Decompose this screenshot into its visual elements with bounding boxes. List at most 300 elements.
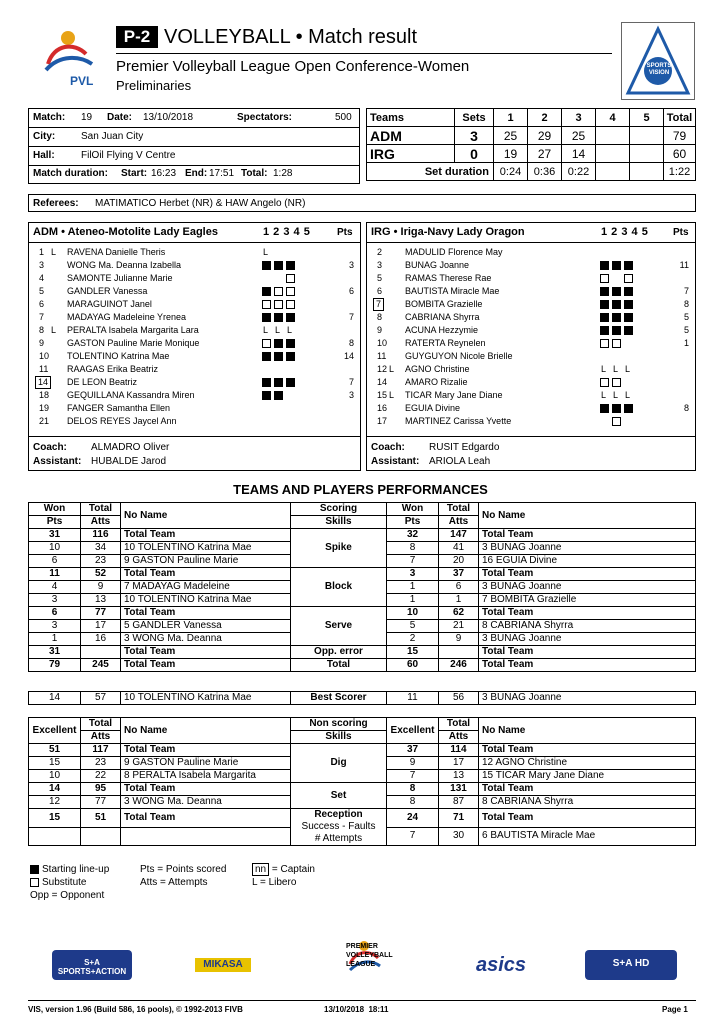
player-points: 3	[348, 260, 354, 270]
player-number: 12	[377, 364, 388, 374]
scoring-skills-table	[28, 502, 696, 672]
h-noname: No Name	[479, 503, 696, 529]
player-name: 3 WONG Ma. Deanna	[121, 633, 291, 646]
team-a-roster	[28, 222, 361, 471]
team-b-player-row	[367, 376, 695, 389]
legend-starting-text: Starting line-up	[42, 864, 110, 875]
player-number: 14	[35, 376, 51, 389]
player-name: 3 BUNAG Joanne	[479, 633, 696, 646]
starting-square-icon	[262, 287, 271, 296]
team-a-player-row	[29, 337, 360, 350]
best-scorer-table	[28, 691, 696, 705]
filled-square-icon	[30, 865, 39, 874]
spectators-value: 500	[335, 112, 352, 123]
won-value: 11	[29, 568, 81, 581]
player-name: 8 CABRIANA Shyrra	[479, 620, 696, 633]
score-set4	[596, 145, 630, 163]
substitute-square-icon	[286, 274, 295, 283]
team-a-sets-header: 1 2 3 4 5	[263, 226, 310, 238]
atts-value: 41	[439, 542, 479, 555]
scoreboard	[366, 108, 696, 181]
won-value: 6	[29, 607, 81, 620]
won-value: 37	[387, 744, 439, 757]
start-label: Start:	[121, 168, 148, 179]
h-skills: Skills	[291, 731, 387, 744]
team-b-player-row	[367, 246, 695, 259]
team-b-player-row	[367, 272, 695, 285]
won-value: 7	[387, 555, 439, 568]
player-name: 16 EGUIA Divine	[479, 555, 696, 568]
starting-square-icon	[600, 261, 609, 270]
team-b-player-row	[367, 415, 695, 428]
starting-square-icon	[274, 313, 283, 322]
player-number: 11	[377, 351, 387, 361]
player-points: 8	[683, 299, 689, 309]
won-value: 9	[387, 757, 439, 770]
skill-name	[291, 568, 387, 607]
perf-row	[29, 783, 696, 796]
match-date: 13/10/2018	[143, 112, 194, 123]
legend-captain-text: = Captain	[271, 864, 315, 875]
team-b-player-row	[367, 402, 695, 415]
atts-value: 147	[439, 529, 479, 542]
score-h-set2: 2	[528, 109, 562, 127]
player-name: SAMONTE Julianne Marie	[67, 273, 173, 283]
h-skill-group: Non scoring	[291, 718, 387, 731]
atts-value: 13	[439, 770, 479, 783]
h-skill-group: Scoring	[291, 503, 387, 516]
player-number: 9	[377, 325, 383, 335]
match-label: Match:	[33, 112, 66, 123]
player-number: 3	[39, 260, 45, 270]
player-name: 10 TOLENTINO Katrina Mae	[121, 692, 291, 705]
legend-atts: Atts = Attempts	[140, 877, 208, 888]
player-name: 3 BUNAG Joanne	[479, 581, 696, 594]
team-a-player-row	[29, 324, 360, 337]
skill-label: Total	[326, 659, 351, 670]
player-number: 4	[39, 273, 45, 283]
starting-square-icon	[600, 313, 609, 322]
starting-square-icon	[624, 261, 633, 270]
won-value: 24	[387, 809, 439, 828]
atts-value: 116	[81, 529, 121, 542]
team-b-roster	[366, 222, 696, 471]
player-name: Total Team	[479, 646, 696, 659]
atts-value: 51	[81, 809, 121, 828]
skill-label: Dig	[330, 757, 347, 768]
player-name: Total Team	[121, 659, 291, 672]
skill-label: Serve	[324, 620, 353, 631]
perf-header-row	[29, 503, 696, 516]
player-points: 1	[683, 338, 689, 348]
player-name: Total Team	[479, 809, 696, 828]
h-noname: No Name	[479, 718, 696, 744]
performances-heading: TEAMS AND PLAYERS PERFORMANCES	[233, 482, 488, 497]
player-name: WONG Ma. Deanna Izabella	[67, 260, 182, 270]
team-a-player-row	[29, 246, 360, 259]
team-a-coach: ALMADRO Oliver	[91, 442, 170, 453]
libero-marker: L	[389, 390, 395, 400]
atts-value: 17	[439, 757, 479, 770]
player-name: RATERTA Reynelen	[405, 338, 486, 348]
atts-value	[81, 646, 121, 659]
player-name: 12 AGNO Christine	[479, 757, 696, 770]
team-a-player-row	[29, 363, 360, 376]
sponsor-sa-hd-text: S+A HD	[612, 958, 650, 969]
sponsor-pvl-text: PREMIER VOLLEYBALL LEAGUE	[346, 943, 393, 968]
atts-value: 87	[439, 796, 479, 809]
sponsor-pvl-logo	[328, 938, 402, 1008]
player-name: FANGER Samantha Ellen	[67, 403, 171, 413]
won-value: 32	[387, 529, 439, 542]
skill-label: Set	[330, 789, 347, 801]
team-b-player-row	[367, 337, 695, 350]
atts-value: 117	[81, 744, 121, 757]
atts-value: 23	[81, 555, 121, 568]
sports-vision-logo	[621, 22, 695, 100]
team-b-player-list	[367, 246, 695, 428]
player-name: BAUTISTA Miracle Mae	[405, 286, 500, 296]
player-name: 3 BUNAG Joanne	[479, 692, 696, 705]
won-value: 15	[29, 757, 81, 770]
player-name: TICAR Mary Jane Diane	[405, 390, 503, 400]
h-noname: No Name	[121, 503, 291, 529]
won-value: 79	[29, 659, 81, 672]
skill-name	[291, 659, 387, 672]
phase-name: Preliminaries	[116, 78, 192, 93]
score-sets: 0	[455, 145, 494, 163]
skill-label: Opp. error	[314, 646, 363, 657]
starting-square-icon	[274, 352, 283, 361]
set-duration-2: 0:36	[528, 163, 562, 181]
won-value: 10	[29, 542, 81, 555]
starting-square-icon	[286, 313, 295, 322]
player-name: GEQUILLANA Kassandra Miren	[67, 390, 195, 400]
player-name: BOMBITA Grazielle	[405, 299, 483, 309]
player-name: EGUIA Divine	[405, 403, 461, 413]
end-time: 17:51	[209, 168, 235, 179]
player-name: Total Team	[121, 529, 291, 542]
starting-square-icon	[612, 300, 621, 309]
best-scorer-label: Best Scorer	[291, 692, 387, 705]
player-number: 3	[377, 260, 383, 270]
skill-sublabel: # Attempts	[314, 833, 363, 844]
footer-version: VIS, version 1.96 (Build 586, 16 pools), © 1992-2013 FIVB	[28, 1005, 243, 1014]
page-title: VOLLEYBALL • Match result	[164, 26, 418, 48]
player-number: 9	[39, 338, 45, 348]
player-name: 5 GANDLER Vanessa	[121, 620, 291, 633]
score-h-set4: 4	[596, 109, 630, 127]
player-name: Total Team	[121, 809, 291, 828]
player-number: 10	[377, 338, 388, 348]
team-b-player-row	[367, 298, 695, 311]
player-number: 6	[39, 299, 45, 309]
player-number: 14	[377, 377, 388, 387]
substitute-square-icon	[600, 274, 609, 283]
substitute-square-icon	[262, 339, 271, 348]
won-value: 31	[29, 646, 81, 659]
score-set3: 25	[562, 127, 596, 145]
h-total: Total	[81, 718, 121, 731]
set-duration-1: 0:24	[494, 163, 528, 181]
atts-value: 6	[439, 581, 479, 594]
substitute-square-icon	[286, 287, 295, 296]
set-duration-5	[630, 163, 664, 181]
won-value: 1	[387, 594, 439, 607]
team-b-player-row	[367, 259, 695, 272]
score-set5	[630, 127, 664, 145]
won-value: 1	[29, 633, 81, 646]
won-value: 51	[29, 744, 81, 757]
won-value: 12	[29, 796, 81, 809]
player-name: MADULID Florence May	[405, 247, 503, 257]
team-a-pts-header: Pts	[337, 227, 353, 238]
sponsor-sa-text: S+A SPORTS+ACTION	[57, 958, 127, 976]
team-a-player-row	[29, 350, 360, 363]
player-number: 2	[377, 247, 383, 257]
won-value: 14	[29, 692, 81, 705]
won-value: 3	[29, 594, 81, 607]
perf-row	[29, 529, 696, 542]
team-b-assistant: ARIOLA Leah	[429, 456, 491, 467]
atts-value: 245	[81, 659, 121, 672]
player-name: 7 MADAYAG Madeleine	[121, 581, 291, 594]
player-name: MARTINEZ Carissa Yvette	[405, 416, 512, 426]
h-skills: Skills	[291, 516, 387, 529]
won-value: 11	[387, 692, 439, 705]
city-label: City:	[33, 131, 56, 142]
team-b-player-row	[367, 324, 695, 337]
score-set2: 27	[528, 145, 562, 163]
h-won: Won	[387, 503, 439, 516]
starting-square-icon	[612, 287, 621, 296]
atts-value: 114	[439, 744, 479, 757]
team-a-player-row	[29, 389, 360, 402]
hall-label: Hall:	[33, 150, 55, 161]
player-name: Total Team	[121, 607, 291, 620]
player-name: 10 TOLENTINO Katrina Mae	[121, 594, 291, 607]
score-team: IRG	[367, 145, 455, 163]
player-name: MADAYAG Madeleine Yrenea	[67, 312, 187, 322]
starting-square-icon	[274, 378, 283, 387]
won-value: 8	[387, 783, 439, 796]
player-name: RAMAS Therese Rae	[405, 273, 492, 283]
player-name: AMARO Rizalie	[405, 377, 468, 387]
won-value: 5	[387, 620, 439, 633]
team-a-player-row	[29, 272, 360, 285]
atts-value: 95	[81, 783, 121, 796]
libero-set-marker: L	[625, 390, 631, 400]
player-name: GANDLER Vanessa	[67, 286, 148, 296]
player-name: RAVENA Danielle Theris	[67, 247, 166, 257]
team-a-title: ADM • Ateneo-Motolite Lady Eagles	[33, 226, 218, 238]
starting-square-icon	[612, 313, 621, 322]
atts-value: 22	[81, 770, 121, 783]
footer-page: Page 1	[662, 1005, 688, 1014]
won-value: 10	[29, 770, 81, 783]
won-value	[29, 827, 81, 846]
won-value: 15	[29, 809, 81, 828]
skill-name	[291, 783, 387, 809]
skill-sublabel: Success - Faults	[301, 821, 376, 832]
atts-value: 13	[81, 594, 121, 607]
atts-value: 131	[439, 783, 479, 796]
starting-square-icon	[624, 313, 633, 322]
perf-header-row	[29, 718, 696, 731]
set-duration-total: 1:22	[664, 163, 696, 181]
empty-square-icon	[30, 878, 39, 887]
atts-value: 16	[81, 633, 121, 646]
player-name: Total Team	[121, 568, 291, 581]
starting-square-icon	[624, 404, 633, 413]
date-label: Date:	[107, 112, 133, 123]
libero-set-marker: L	[613, 364, 619, 374]
skill-label: Spike	[325, 542, 352, 553]
starting-square-icon	[600, 326, 609, 335]
starting-square-icon	[612, 404, 621, 413]
team-a-player-row	[29, 259, 360, 272]
player-points: 14	[343, 351, 354, 361]
match-number: 19	[81, 112, 93, 123]
skill-name	[291, 607, 387, 646]
atts-value: 1	[439, 594, 479, 607]
won-value: 2	[387, 633, 439, 646]
atts-value: 56	[439, 692, 479, 705]
substitute-square-icon	[274, 300, 283, 309]
atts-value: 21	[439, 620, 479, 633]
player-name: 9 GASTON Pauline Marie	[121, 555, 291, 568]
player-name: CABRIANA Shyrra	[405, 312, 480, 322]
h-pts: Pts	[29, 516, 81, 529]
legend-captain	[252, 864, 315, 876]
score-set1: 19	[494, 145, 528, 163]
player-name: MARAGUINOT Janel	[67, 299, 152, 309]
footer-timestamp: 13/10/2018 18:11	[324, 1005, 389, 1014]
starting-square-icon	[274, 261, 283, 270]
skill-name	[291, 744, 387, 783]
score-set4	[596, 127, 630, 145]
starting-square-icon	[624, 326, 633, 335]
perf-row	[29, 568, 696, 581]
team-b-player-row	[367, 350, 695, 363]
player-points: 7	[683, 286, 689, 296]
player-name: 9 GASTON Pauline Marie	[121, 757, 291, 770]
player-name: RAAGAS Erika Beatriz	[67, 364, 159, 374]
atts-value	[439, 646, 479, 659]
sponsor-mikasa-logo: MIKASA	[195, 958, 251, 972]
legend-opp: Opp = Opponent	[30, 890, 105, 901]
player-number: 19	[39, 403, 50, 413]
atts-value: 62	[439, 607, 479, 620]
player-number: 10	[39, 351, 50, 361]
player-name: Total Team	[121, 646, 291, 659]
won-value: 60	[387, 659, 439, 672]
player-number: 8	[39, 325, 45, 335]
team-a-assistant: HUBALDE Jarod	[91, 456, 167, 467]
substitute-square-icon	[600, 339, 609, 348]
player-name: 15 TICAR Mary Jane Diane	[479, 770, 696, 783]
player-name: Total Team	[479, 568, 696, 581]
team-b-sets-header: 1 2 3 4 5	[601, 226, 648, 238]
h-excellent: Excellent	[387, 718, 439, 744]
won-value: 15	[387, 646, 439, 659]
player-points: 7	[348, 312, 354, 322]
won-value: 3	[387, 568, 439, 581]
team-b-coach: RUSIT Edgardo	[429, 442, 500, 453]
player-name: 3 WONG Ma. Deanna	[121, 796, 291, 809]
referees-label: Referees:	[33, 198, 79, 209]
perf-row	[29, 809, 696, 828]
legend-pts: Pts = Points scored	[140, 864, 227, 875]
atts-value: 77	[81, 796, 121, 809]
atts-value	[81, 827, 121, 846]
start-time: 16:23	[151, 168, 177, 179]
substitute-square-icon	[274, 287, 283, 296]
player-name: Total Team	[121, 744, 291, 757]
player-name: 6 BAUTISTA Miracle Mae	[479, 827, 696, 846]
perf-row	[29, 659, 696, 672]
atts-value: 23	[81, 757, 121, 770]
libero-set-marker: L	[601, 390, 607, 400]
atts-value: 37	[439, 568, 479, 581]
score-sets: 3	[455, 127, 494, 145]
starting-square-icon	[286, 352, 295, 361]
player-number: 15	[377, 390, 388, 400]
player-number: 8	[377, 312, 383, 322]
perf-row	[29, 646, 696, 659]
player-name: DELOS REYES Jaycel Ann	[67, 416, 177, 426]
player-number: 18	[39, 390, 50, 400]
team-b-player-row	[367, 363, 695, 376]
team-a-player-row	[29, 311, 360, 324]
player-name: Total Team	[121, 783, 291, 796]
starting-square-icon	[274, 391, 283, 400]
starting-square-icon	[262, 261, 271, 270]
skill-name	[291, 809, 387, 846]
score-set1: 25	[494, 127, 528, 145]
team-b-assistant-label: Assistant:	[371, 456, 420, 467]
player-points: 8	[348, 338, 354, 348]
starting-square-icon	[612, 326, 621, 335]
libero-marker: L	[389, 364, 395, 374]
non-scoring-skills-table	[28, 717, 696, 846]
won-value: 6	[29, 555, 81, 568]
player-name: DE LEON Beatriz	[67, 377, 138, 387]
legend	[30, 864, 360, 904]
won-value: 4	[29, 581, 81, 594]
atts-value: 77	[81, 607, 121, 620]
atts-value: 9	[439, 633, 479, 646]
referees-value: MATIMATICO Herbet (NR) & HAW Angelo (NR)	[95, 198, 306, 209]
player-number: 5	[39, 286, 45, 296]
pvl-logo-text: PVL	[70, 74, 94, 88]
h-total: Total	[81, 503, 121, 516]
score-set2: 29	[528, 127, 562, 145]
player-name: Total Team	[479, 529, 696, 542]
pvl-logo	[34, 24, 104, 94]
duration-label: Match duration:	[33, 168, 108, 179]
header-rule	[116, 53, 612, 54]
player-name: Total Team	[479, 607, 696, 620]
player-name: AGNO Christine	[405, 364, 470, 374]
h-total: Total	[439, 503, 479, 516]
starting-square-icon	[624, 287, 633, 296]
won-value: 3	[29, 620, 81, 633]
best-scorer-row	[29, 692, 696, 705]
substitute-square-icon	[612, 339, 621, 348]
libero-marker: L	[51, 247, 57, 257]
player-points: 3	[348, 390, 354, 400]
